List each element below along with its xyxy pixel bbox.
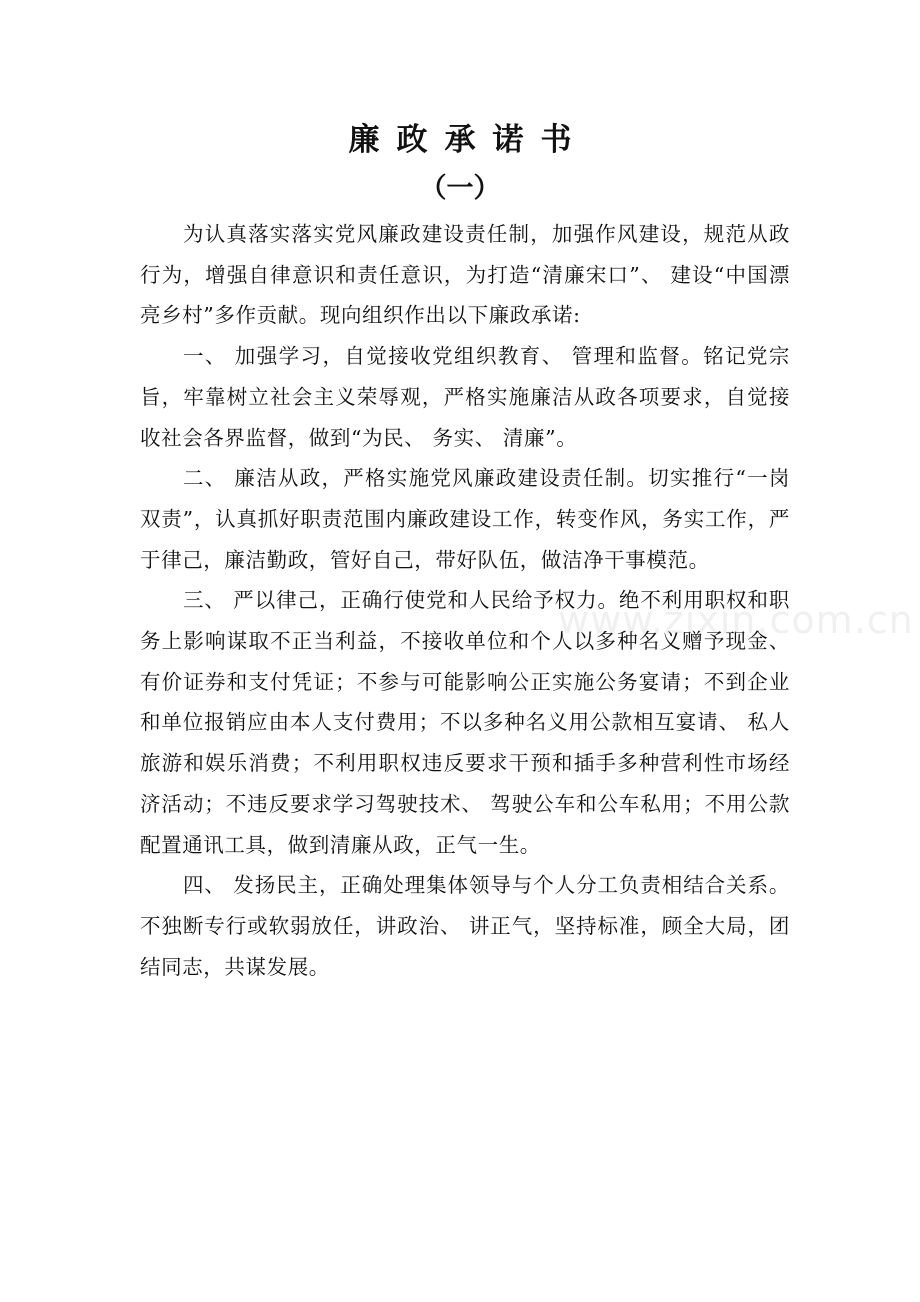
document-body xyxy=(140,214,790,987)
paragraph-item-2: 二、 廉洁从政，严格实施党风廉政建设责任制。切实推行“一岗双责”，认真抓好职责范围内廉政建设工作，转变作风，务实工作，严于律己，廉洁勤政，管好自己，带好队伍，做洁净干事模范。 xyxy=(140,466,790,572)
paragraph-item-4: 四、 发扬民主，正确处理集体领导与个人分工负责相结合关系。不独断专行或软弱放任，讲政治、 讲正气，坚持标准，顾全大局，团结同志，共谋发展。 xyxy=(140,873,790,979)
document-subtitle: （一） xyxy=(419,173,501,204)
watermark-text: www.zixin.com.cn xyxy=(558,598,914,642)
document-title: 廉政承诺书 xyxy=(348,122,589,158)
paragraph-item-1: 一、 加强学习，自觉接收党组织教育、 管理和监督。铭记党宗旨，牢靠树立社会主义荣辱观，严格实施廉洁从政各项要求，自觉接收社会各界监督，做到“为民、 务实、 清廉”。 xyxy=(140,344,790,450)
paragraph-intro: 为认真落实落实党风廉政建设责任制，加强作风建设，规范从政行为，增强自律意识和责任意识，为打造“清廉宋口”、 建设“中国漂亮乡村”多作贡献。现向组织作出以下廉政承诺: xyxy=(140,222,790,328)
paragraph-item-3: 三、 严以律己，正确行使党和人民给予权力。绝不利用职权和职务上影响谋取不正当利益，不接收单位和个人以多种名义赠予现金、 有价证券和支付凭证；不参与可能影响公正实施公务宴请；不到企业和单位报销应由本人支付费用；不以多种名义用公款相互宴请、 私人旅游和娱乐消费；不利用职权违反要求干预和插手多种营利性市场经济活动；不违反要求学习驾驶技术、 驾驶公车和公车私用；不用公款配置通讯工具，做到清廉从政，正气一生。 xyxy=(140,588,790,857)
